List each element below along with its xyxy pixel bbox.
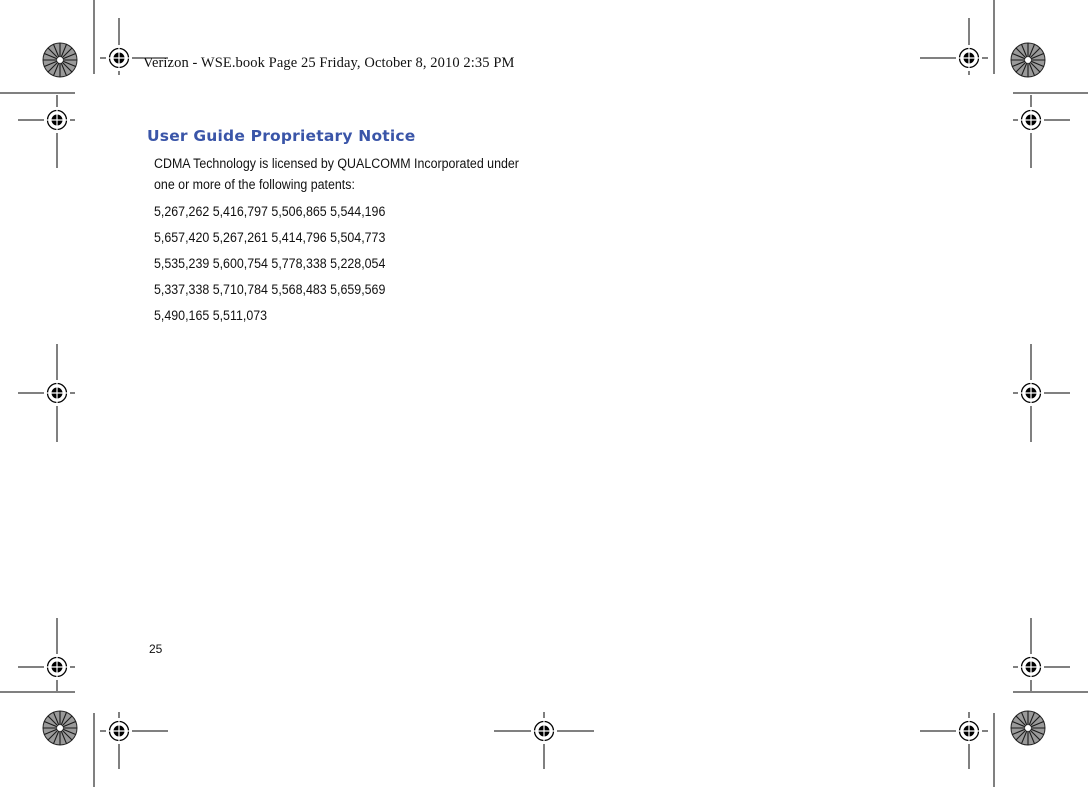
intro-paragraph [154, 153, 531, 195]
notice-body [154, 153, 522, 329]
intro-line-2: one or more of the following patents: [154, 177, 355, 192]
intro-line-1: CDMA Technology is licensed by QUALCOMM Incorporated under [154, 156, 519, 171]
patent-line: 5,337,338 5,710,784 5,568,483 5,659,569 [154, 282, 386, 297]
patent-list [154, 199, 522, 329]
print-header: Verizon - WSE.book Page 25 Friday, October 8, 2010 2:35 PM [143, 55, 515, 71]
page-title: User Guide Proprietary Notice [147, 127, 416, 145]
patent-line: 5,490,165 5,511,073 [154, 308, 268, 323]
patent-line: 5,535,239 5,600,754 5,778,338 5,228,054 [154, 256, 386, 271]
patent-line: 5,267,262 5,416,797 5,506,865 5,544,196 [154, 204, 386, 219]
page-number: 25 [149, 642, 163, 656]
patent-line: 5,657,420 5,267,261 5,414,796 5,504,773 [154, 230, 386, 245]
